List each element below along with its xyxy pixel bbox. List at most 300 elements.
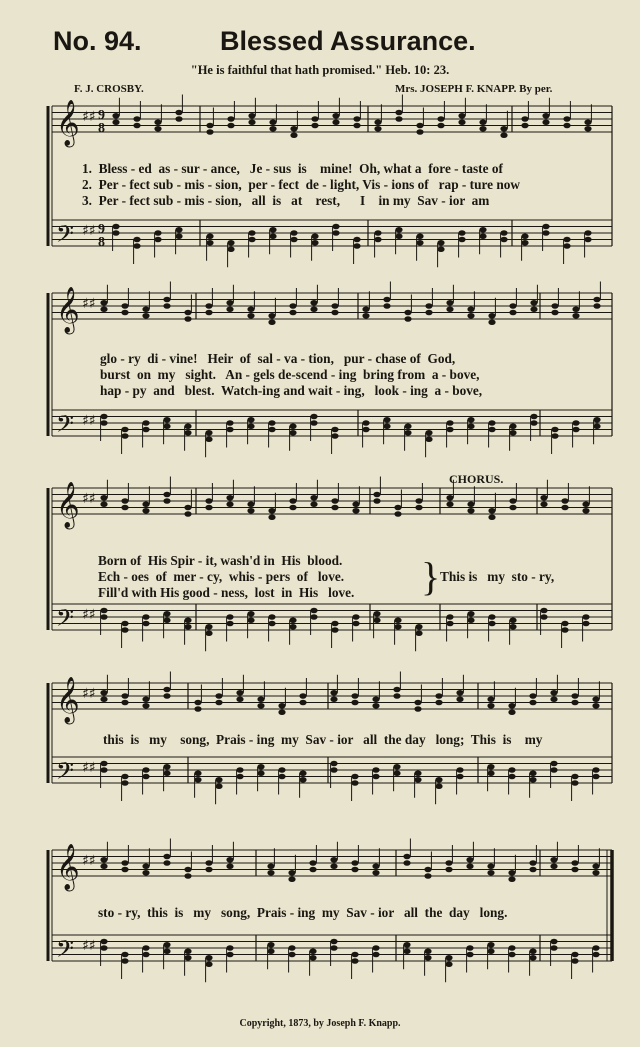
note-head (508, 767, 515, 773)
note-head (289, 617, 296, 623)
note-head (278, 709, 285, 715)
note-head (372, 863, 379, 869)
note-head (248, 119, 255, 125)
note-head (529, 860, 536, 866)
note-head (403, 854, 410, 860)
note-head (247, 508, 254, 514)
note-head (236, 690, 243, 696)
note-head (488, 514, 495, 520)
note-head (353, 116, 360, 122)
key-signature-icon: ♯♯ (82, 760, 96, 776)
note-head (571, 958, 578, 964)
note-head (561, 621, 568, 627)
note-head (142, 863, 149, 869)
note-head (310, 614, 317, 620)
note-head (142, 306, 149, 312)
note-head (142, 313, 149, 319)
note-head (184, 511, 191, 517)
note-head (530, 420, 537, 426)
time-signature-bottom: 8 (98, 121, 105, 136)
note-head (267, 863, 274, 869)
note-head (121, 780, 128, 786)
note-head (268, 313, 275, 319)
note-head (540, 614, 547, 620)
note-head (226, 427, 233, 433)
note-head (184, 624, 191, 630)
note-head (163, 948, 170, 954)
note-head (393, 764, 400, 770)
note-head (100, 761, 107, 767)
lyric-line: Born of His Spir - it, wash'd in His blood. (98, 553, 343, 568)
note-head (163, 764, 170, 770)
note-head (584, 119, 591, 125)
note-head (563, 237, 570, 243)
note-head (269, 126, 276, 132)
note-head (508, 774, 515, 780)
note-head (163, 770, 170, 776)
note-head (175, 110, 182, 116)
note-head (163, 611, 170, 617)
note-head (488, 313, 495, 319)
note-head (592, 767, 599, 773)
note-head (112, 224, 119, 230)
note-head (290, 132, 297, 138)
note-head (466, 945, 473, 951)
note-head (414, 706, 421, 712)
key-signature-icon: ♯♯ (82, 413, 96, 429)
note-head (142, 696, 149, 702)
bass-clef-icon: 𝄢 (56, 604, 75, 637)
note-head (372, 703, 379, 709)
note-head (100, 767, 107, 773)
note-head (351, 700, 358, 706)
note-head (121, 860, 128, 866)
note-head (100, 945, 107, 951)
note-head (226, 495, 233, 501)
note-head (330, 857, 337, 863)
note-head (100, 306, 107, 312)
note-head (154, 237, 161, 243)
note-head (353, 243, 360, 249)
note-head (330, 767, 337, 773)
note-head (121, 310, 128, 316)
time-signature-bottom: 8 (98, 235, 105, 250)
note-head (551, 433, 558, 439)
note-head (593, 423, 600, 429)
note-head (456, 767, 463, 773)
note-head (362, 306, 369, 312)
note-head (487, 770, 494, 776)
note-head (290, 230, 297, 236)
note-head (331, 621, 338, 627)
key-signature-icon: ♯♯ (82, 491, 96, 507)
note-head (288, 876, 295, 882)
note-head (184, 430, 191, 436)
note-head (226, 501, 233, 507)
note-head (267, 870, 274, 876)
note-head (309, 955, 316, 961)
note-head (487, 863, 494, 869)
note-head (351, 867, 358, 873)
note-head (550, 696, 557, 702)
note-head (508, 945, 515, 951)
note-head (415, 498, 422, 504)
note-head (206, 123, 213, 129)
note-head (572, 427, 579, 433)
note-head (446, 614, 453, 620)
note-head (154, 119, 161, 125)
key-signature-icon: ♯♯ (82, 938, 96, 954)
note-head (269, 119, 276, 125)
note-head (467, 417, 474, 423)
key-signature-icon: ♯♯ (82, 607, 96, 623)
note-head (445, 860, 452, 866)
note-head (456, 696, 463, 702)
note-head (435, 777, 442, 783)
note-head (121, 433, 128, 439)
note-head (121, 303, 128, 309)
note-head (215, 693, 222, 699)
note-head (194, 706, 201, 712)
hymn-number: No. 94. (53, 26, 142, 56)
note-head (592, 703, 599, 709)
note-head (278, 774, 285, 780)
note-head (508, 870, 515, 876)
treble-clef-icon: 𝄞 (56, 844, 80, 890)
note-head (205, 961, 212, 967)
note-head (414, 700, 421, 706)
note-head (184, 316, 191, 322)
note-head (121, 498, 128, 504)
note-head (100, 696, 107, 702)
note-head (542, 113, 549, 119)
chorus-lyric: This is my sto - ry, (440, 569, 555, 584)
note-head (175, 227, 182, 233)
note-head (521, 240, 528, 246)
note-head (550, 939, 557, 945)
note-head (227, 240, 234, 246)
note-head (592, 945, 599, 951)
note-head (121, 627, 128, 633)
note-head (247, 611, 254, 617)
note-head (446, 427, 453, 433)
note-head (121, 700, 128, 706)
note-head (133, 237, 140, 243)
note-head (289, 310, 296, 316)
lyric-line: Ech - oes of mer - cy, whis - pers of love. (98, 569, 345, 584)
note-head (394, 624, 401, 630)
note-head (416, 123, 423, 129)
chorus-label: CHORUS. (449, 472, 504, 486)
note-head (373, 617, 380, 623)
note-head (247, 306, 254, 312)
note-head (395, 110, 402, 116)
note-head (435, 693, 442, 699)
note-head (184, 423, 191, 429)
note-head (509, 423, 516, 429)
note-head (530, 306, 537, 312)
note-head (226, 863, 233, 869)
note-head (592, 696, 599, 702)
note-head (479, 126, 486, 132)
note-head (425, 303, 432, 309)
time-signature-top: 9 (98, 108, 105, 123)
note-head (163, 417, 170, 423)
note-head (133, 123, 140, 129)
note-head (257, 703, 264, 709)
note-head (458, 119, 465, 125)
note-head (247, 501, 254, 507)
note-head (142, 870, 149, 876)
note-head (458, 237, 465, 243)
copyright-notice: Copyright, 1873, by Joseph F. Knapp. (239, 1018, 401, 1029)
note-head (351, 958, 358, 964)
verse-brace: } (421, 554, 441, 599)
note-head (205, 436, 212, 442)
note-head (330, 761, 337, 767)
note-head (372, 774, 379, 780)
note-head (163, 687, 170, 693)
note-head (563, 116, 570, 122)
note-head (416, 233, 423, 239)
note-head (100, 863, 107, 869)
note-head (248, 237, 255, 243)
note-head (404, 423, 411, 429)
note-head (205, 624, 212, 630)
note-head (414, 777, 421, 783)
note-head (163, 860, 170, 866)
note-head (163, 303, 170, 309)
note-head (133, 116, 140, 122)
note-head (267, 948, 274, 954)
note-head (540, 495, 547, 501)
note-head (290, 237, 297, 243)
note-head (352, 501, 359, 507)
note-head (373, 498, 380, 504)
note-head (529, 770, 536, 776)
note-head (593, 297, 600, 303)
note-head (311, 233, 318, 239)
note-head (394, 511, 401, 517)
note-head (121, 867, 128, 873)
note-head (445, 867, 452, 873)
note-head (121, 952, 128, 958)
bass-clef-icon: 𝄢 (56, 220, 75, 253)
note-head (383, 417, 390, 423)
note-head (184, 867, 191, 873)
note-head (288, 945, 295, 951)
note-head (488, 621, 495, 627)
note-head (269, 227, 276, 233)
note-head (395, 233, 402, 239)
note-head (100, 608, 107, 614)
note-head (311, 240, 318, 246)
note-head (352, 621, 359, 627)
note-head (530, 414, 537, 420)
note-head (509, 505, 516, 511)
note-head (542, 224, 549, 230)
note-head (582, 621, 589, 627)
note-head (100, 420, 107, 426)
note-head (352, 614, 359, 620)
note-head (571, 867, 578, 873)
note-head (100, 300, 107, 306)
note-head (362, 427, 369, 433)
note-head (542, 230, 549, 236)
note-head (133, 243, 140, 249)
note-head (310, 501, 317, 507)
note-head (100, 939, 107, 945)
note-head (142, 945, 149, 951)
note-head (487, 696, 494, 702)
note-head (500, 237, 507, 243)
note-head (331, 310, 338, 316)
note-head (289, 505, 296, 511)
note-head (267, 942, 274, 948)
note-head (416, 240, 423, 246)
note-head (206, 240, 213, 246)
note-head (404, 310, 411, 316)
note-head (529, 955, 536, 961)
note-head (571, 860, 578, 866)
note-head (593, 303, 600, 309)
note-head (592, 870, 599, 876)
note-head (394, 617, 401, 623)
note-head (330, 696, 337, 702)
bass-clef-icon: 𝄢 (56, 410, 75, 443)
lyric-line: burst on my sight. An - gels de-scend - ing bring from a - bove, (100, 367, 480, 382)
note-head (424, 867, 431, 873)
note-head (100, 495, 107, 501)
note-head (257, 696, 264, 702)
note-head (529, 777, 536, 783)
lyric-line: hap - py and blest. Watch-ing and wait - ing, look - ing a - bove, (100, 383, 483, 398)
note-head (584, 126, 591, 132)
note-head (330, 863, 337, 869)
note-head (521, 123, 528, 129)
note-head (310, 495, 317, 501)
note-head (194, 700, 201, 706)
note-head (374, 230, 381, 236)
note-head (248, 113, 255, 119)
note-head (351, 860, 358, 866)
note-head (331, 303, 338, 309)
note-head (425, 430, 432, 436)
note-head (332, 230, 339, 236)
note-head (268, 514, 275, 520)
note-head (508, 952, 515, 958)
note-head (330, 945, 337, 951)
note-head (550, 863, 557, 869)
note-head (425, 310, 432, 316)
note-head (100, 414, 107, 420)
time-signature-top: 9 (98, 222, 105, 237)
note-head (100, 501, 107, 507)
note-head (121, 693, 128, 699)
note-head (561, 627, 568, 633)
note-head (571, 780, 578, 786)
note-head (226, 306, 233, 312)
note-head (540, 501, 547, 507)
note-head (112, 230, 119, 236)
note-head (414, 770, 421, 776)
note-head (373, 492, 380, 498)
note-head (509, 624, 516, 630)
note-head (458, 230, 465, 236)
note-head (309, 860, 316, 866)
note-head (424, 873, 431, 879)
note-head (550, 761, 557, 767)
note-head (424, 948, 431, 954)
note-head (540, 608, 547, 614)
note-head (226, 857, 233, 863)
note-head (163, 297, 170, 303)
note-head (551, 303, 558, 309)
note-head (184, 617, 191, 623)
note-head (331, 505, 338, 511)
note-head (582, 614, 589, 620)
note-head (446, 300, 453, 306)
note-head (551, 310, 558, 316)
note-head (112, 113, 119, 119)
note-head (487, 942, 494, 948)
note-head (572, 306, 579, 312)
note-head (393, 770, 400, 776)
note-head (194, 777, 201, 783)
note-head (269, 233, 276, 239)
note-head (175, 233, 182, 239)
note-head (215, 777, 222, 783)
note-head (416, 129, 423, 135)
note-head (351, 693, 358, 699)
note-head (289, 430, 296, 436)
note-head (550, 945, 557, 951)
note-head (236, 774, 243, 780)
note-head (310, 414, 317, 420)
note-head (226, 420, 233, 426)
note-head (479, 119, 486, 125)
note-head (404, 316, 411, 322)
note-head (467, 313, 474, 319)
lyric-line: Fill'd with His good - ness, lost in His love. (98, 585, 355, 600)
note-head (331, 427, 338, 433)
note-head (215, 783, 222, 789)
note-head (248, 230, 255, 236)
note-head (142, 767, 149, 773)
note-head (571, 693, 578, 699)
note-head (184, 310, 191, 316)
note-head (100, 857, 107, 863)
note-head (582, 501, 589, 507)
note-head (290, 126, 297, 132)
note-head (289, 624, 296, 630)
note-head (288, 952, 295, 958)
note-head (592, 863, 599, 869)
scripture-epigraph: "He is faithful that hath promised." Heb. 10: 23. (190, 63, 450, 77)
note-head (268, 614, 275, 620)
note-head (154, 230, 161, 236)
note-head (563, 123, 570, 129)
note-head (299, 777, 306, 783)
note-head (330, 939, 337, 945)
note-head (446, 501, 453, 507)
note-head (332, 113, 339, 119)
note-head (551, 427, 558, 433)
note-head (383, 303, 390, 309)
note-head (121, 774, 128, 780)
note-head (163, 492, 170, 498)
note-head (383, 423, 390, 429)
